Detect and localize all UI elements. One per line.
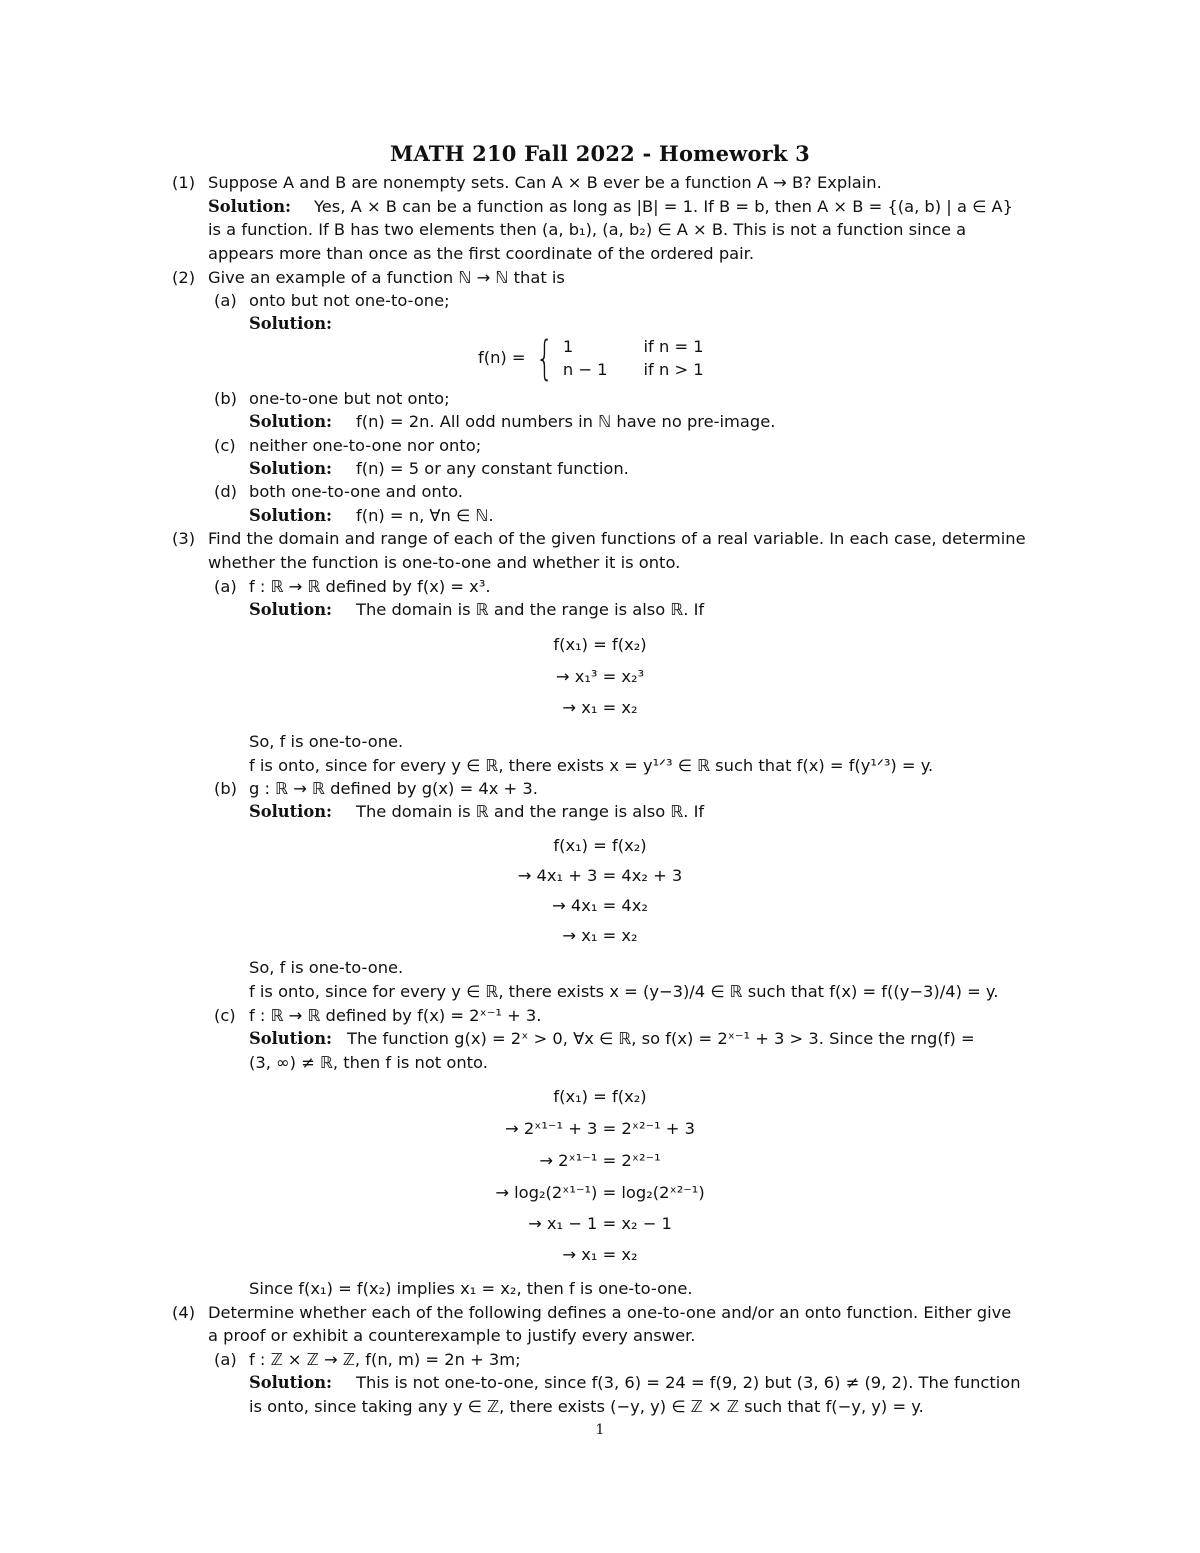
problem-3b-text: g : ℝ → ℝ defined by g(x) = 4x + 3. <box>249 779 538 798</box>
problem-2a-text: onto but not one-to-one; <box>249 291 450 310</box>
problem-3c-conclusion: Since f(x₁) = f(x₂) implies x₁ = x₂, then f is one-to-one. <box>249 1279 693 1298</box>
problem-2d-solution-label: Solution: <box>249 506 333 525</box>
case-1-value: 1 <box>562 337 574 356</box>
problem-4a-label: (a) <box>214 1350 237 1369</box>
problem-3-number: (3) <box>172 529 196 548</box>
problem-2c-solution: f(n) = 5 or any constant function. <box>356 459 629 478</box>
case-2-value: n − 1 <box>562 360 608 379</box>
page-title: MATH 210 Fall 2022 - Homework 3 <box>390 141 810 166</box>
equation-line: f(x₁) = f(x₂) <box>553 635 647 654</box>
problem-2b-solution-label: Solution: <box>249 412 333 431</box>
problem-2c-label: (c) <box>214 436 236 455</box>
problem-3a-text: f : ℝ → ℝ defined by f(x) = x³. <box>249 577 491 596</box>
problem-3a-conclusion: So, f is one-to-one. <box>249 732 404 751</box>
problem-2b-text: one-to-one but not onto; <box>249 389 450 408</box>
problem-3-question: whether the function is one-to-one and whether it is onto. <box>208 553 681 572</box>
problem-4a-text: f : ℤ × ℤ → ℤ, f(n, m) = 2n + 3m; <box>249 1350 521 1369</box>
problem-3-question: Find the domain and range of each of the given functions of a real variable. In each case, determine <box>208 529 1026 548</box>
problem-4a-solution-label: Solution: <box>249 1373 333 1392</box>
equation-line: → 2ˣ¹⁻¹ = 2ˣ²⁻¹ <box>539 1151 661 1170</box>
problem-2c-text: neither one-to-one nor onto; <box>249 436 482 455</box>
problem-4-question: a proof or exhibit a counterexample to justify every answer. <box>208 1326 696 1345</box>
problem-4-question: Determine whether each of the following defines a one-to-one and/or an onto function. Either give <box>208 1303 1012 1322</box>
equation-line: → 2ˣ¹⁻¹ + 3 = 2ˣ²⁻¹ + 3 <box>505 1119 695 1138</box>
problem-1-solution-label: Solution: <box>208 197 292 216</box>
equation-line: → 4x₁ = 4x₂ <box>552 896 648 915</box>
equation-line: → 4x₁ + 3 = 4x₂ + 3 <box>517 866 683 885</box>
problem-3b-solution-label: Solution: <box>249 802 333 821</box>
problem-4-number: (4) <box>172 1303 196 1322</box>
problem-1-number: (1) <box>172 173 196 192</box>
equation-line: → x₁ = x₂ <box>562 926 638 945</box>
problem-2d-solution: f(n) = n, ∀n ∈ ℕ. <box>356 506 494 525</box>
equation-line: → x₁ = x₂ <box>562 698 638 717</box>
equation-line: → x₁ = x₂ <box>562 1245 638 1264</box>
left-brace-icon: { <box>535 331 554 385</box>
case-2-condition: if n > 1 <box>643 360 704 379</box>
problem-2d-text: both one-to-one and onto. <box>249 482 463 501</box>
problem-2a-label: (a) <box>214 291 237 310</box>
problem-2-question: Give an example of a function ℕ → ℕ that is <box>208 268 565 287</box>
problem-3b-label: (b) <box>214 779 238 798</box>
problem-2c-solution-label: Solution: <box>249 459 333 478</box>
problem-4a-solution: is onto, since taking any y ∈ ℤ, there exists (−y, y) ∈ ℤ × ℤ such that f(−y, y) = y. <box>249 1397 924 1416</box>
equation-line: f(x₁) = f(x₂) <box>553 1087 647 1106</box>
problem-2b-label: (b) <box>214 389 238 408</box>
problem-3b-solution: The domain is ℝ and the range is also ℝ. If <box>356 802 705 821</box>
problem-3a-label: (a) <box>214 577 237 596</box>
problem-2a-solution-label: Solution: <box>249 314 333 333</box>
problem-2-number: (2) <box>172 268 196 287</box>
equation-line: f(x₁) = f(x₂) <box>553 836 647 855</box>
page-number: 1 <box>595 1422 605 1438</box>
problem-3c-text: f : ℝ → ℝ defined by f(x) = 2ˣ⁻¹ + 3. <box>249 1006 542 1025</box>
problem-3b-onto: f is onto, since for every y ∈ ℝ, there exists x = (y−3)/4 ∈ ℝ such that f(x) = f((y−3)/4) = y. <box>249 982 999 1001</box>
problem-1-question: Suppose A and B are nonempty sets. Can A × B ever be a function A → B? Explain. <box>208 173 882 192</box>
problem-1-solution-line: appears more than once as the first coordinate of the ordered pair. <box>208 244 755 263</box>
problem-3c-solution: The function g(x) = 2ˣ > 0, ∀x ∈ ℝ, so f(x) = 2ˣ⁻¹ + 3 > 3. Since the rng(f) = <box>347 1029 975 1048</box>
equation-line: → log₂(2ˣ¹⁻¹) = log₂(2ˣ²⁻¹) <box>495 1183 705 1202</box>
problem-3a-onto: f is onto, since for every y ∈ ℝ, there exists x = y¹ᐟ³ ∈ ℝ such that f(x) = f(y¹ᐟ³) = y. <box>249 756 934 775</box>
problem-4a-solution: This is not one-to-one, since f(3, 6) = 24 = f(9, 2) but (3, 6) ≠ (9, 2). The function <box>356 1373 1021 1392</box>
problem-2d-label: (d) <box>214 482 238 501</box>
piecewise-cases <box>563 335 704 381</box>
piecewise-function <box>478 332 704 384</box>
problem-2b-solution: f(n) = 2n. All odd numbers in ℕ have no pre-image. <box>356 412 776 431</box>
problem-3c-solution-label: Solution: <box>249 1029 333 1048</box>
problem-3a-solution: The domain is ℝ and the range is also ℝ. If <box>356 600 705 619</box>
problem-1-solution-line: is a function. If B has two elements then (a, b₁), (a, b₂) ∈ A × B. This is not a function since a <box>208 220 967 239</box>
equation-line: → x₁³ = x₂³ <box>555 667 645 686</box>
problem-1-solution-line: Yes, A × B can be a function as long as |B| = 1. If B = b, then A × B = {(a, b) | a ∈ A} <box>314 197 1013 216</box>
problem-3a-solution-label: Solution: <box>249 600 333 619</box>
problem-3c-label: (c) <box>214 1006 236 1025</box>
case-1-condition: if n = 1 <box>643 337 704 356</box>
piecewise-lhs: f(n) = <box>478 348 526 367</box>
problem-3b-conclusion: So, f is one-to-one. <box>249 958 404 977</box>
problem-3c-solution: (3, ∞) ≠ ℝ, then f is not onto. <box>249 1053 488 1072</box>
equation-line: → x₁ − 1 = x₂ − 1 <box>528 1214 672 1233</box>
